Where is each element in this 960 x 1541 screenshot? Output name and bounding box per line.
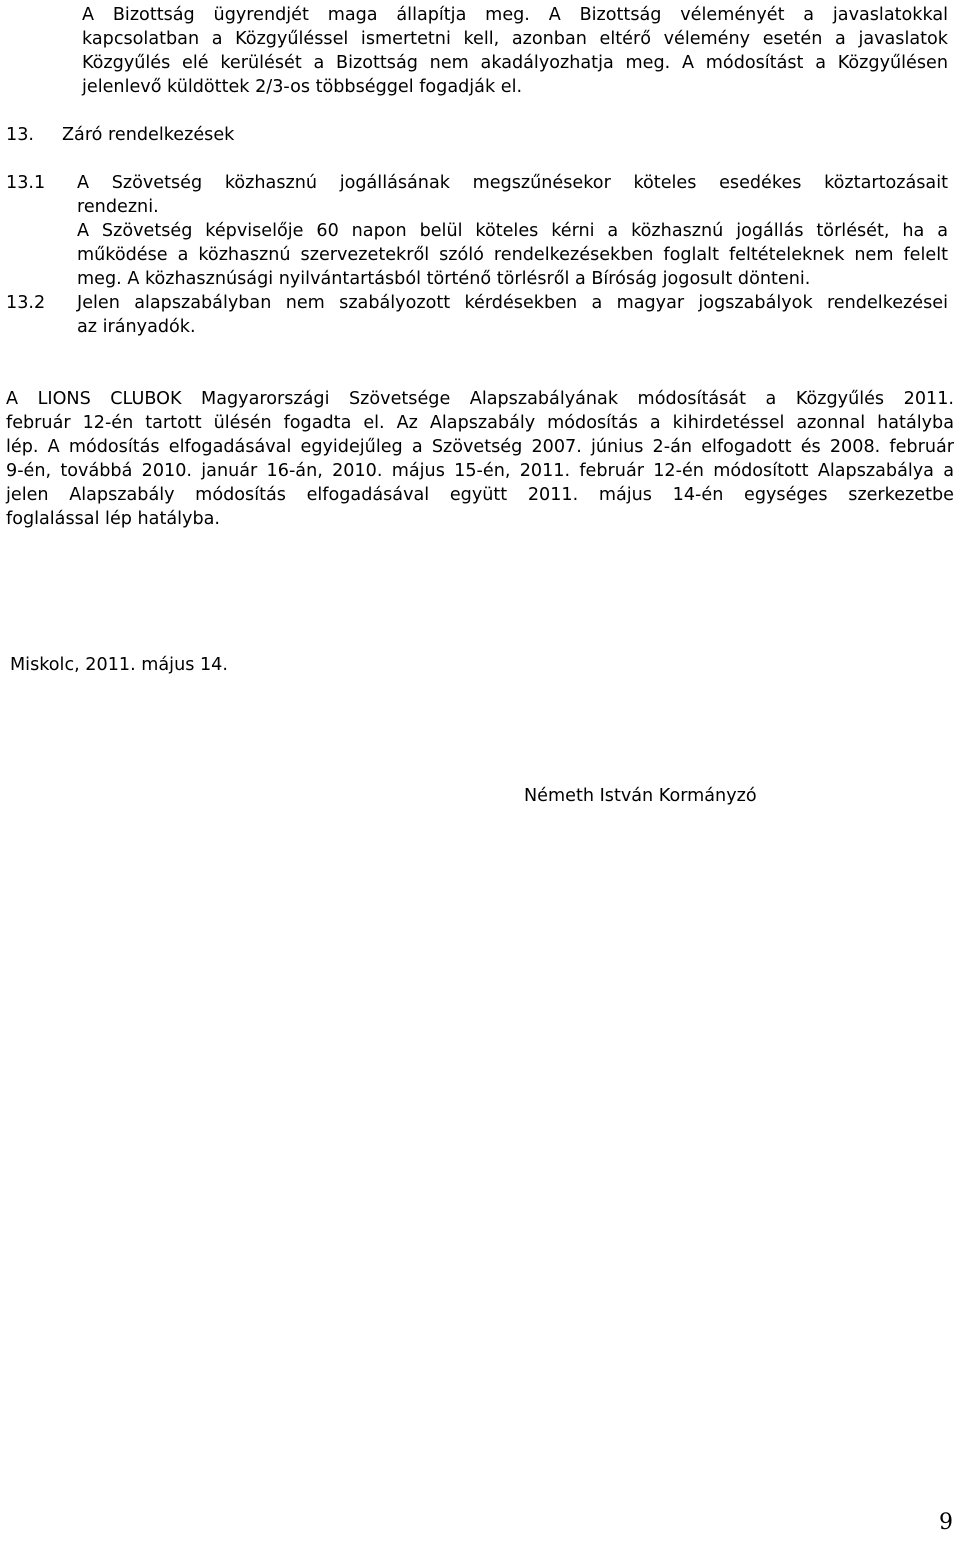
clause-13-1-line-2: rendezni. <box>77 197 159 217</box>
clause-13-2-number: 13.2 <box>6 293 46 313</box>
closing-line-1: A LIONS CLUBOK Magyarországi Szövetsége Alapszabályának módosítását a Közgyűlés 2011. <box>6 389 954 409</box>
closing-line-6: foglalással lép hatályba. <box>6 509 220 529</box>
place-date: Miskolc, 2011. május 14. <box>10 655 228 675</box>
signatory: Németh István Kormányzó <box>524 786 757 806</box>
clause-13-1-number: 13.1 <box>6 173 46 193</box>
section-number: 13. <box>6 125 34 145</box>
page-number: 9 <box>939 1510 953 1535</box>
closing-line-4: 9-én, továbbá 2010. január 16-án, 2010. május 15-én, 2011. február 12-én módosított Alapszabálya a <box>6 461 954 481</box>
closing-line-5: jelen Alapszabály módosítás elfogadásával együtt 2011. május 14-én egységes szerkezetbe <box>6 485 954 505</box>
closing-line-3: lép. A módosítás elfogadásával egyidejűleg a Szövetség 2007. június 2-án elfogadott és 2008. február <box>6 437 954 457</box>
intro-line-4: jelenlevő küldöttek 2/3-os többséggel fogadják el. <box>82 77 523 97</box>
clause-13-2-line-1: Jelen alapszabályban nem szabályozott kérdésekben a magyar jogszabályok rendelkezései <box>77 293 948 313</box>
clause-13-2-line-2: az irányadók. <box>77 317 196 337</box>
clause-13-1-line-4: működése a közhasznú szervezetekről szóló rendelkezésekben foglalt feltételeknek nem felelt <box>77 245 948 265</box>
section-title: Záró rendelkezések <box>62 125 235 145</box>
intro-line-2: kapcsolatban a Közgyűléssel ismertetni kell, azonban eltérő vélemény esetén a javaslatok <box>82 29 948 49</box>
intro-line-1: A Bizottság ügyrendjét maga állapítja meg. A Bizottság véleményét a javaslatokkal <box>82 5 948 25</box>
clause-13-1-line-3: A Szövetség képviselője 60 napon belül köteles kérni a közhasznú jogállás törlését, ha a <box>77 221 948 241</box>
clause-13-1-line-1: A Szövetség közhasznú jogállásának megszűnésekor köteles esedékes köztartozásait <box>77 173 948 193</box>
closing-line-2: február 12-én tartott ülésén fogadta el. Az Alapszabály módosítás a kihirdetéssel azonnal hatályba <box>6 413 954 433</box>
clause-13-1-line-5: meg. A közhasznúsági nyilvántartásból történő törlésről a Bíróság jogosult dönteni. <box>77 269 811 289</box>
intro-line-3: Közgyűlés elé kerülését a Bizottság nem akadályozhatja meg. A módosítást a Közgyűlésen <box>82 53 948 73</box>
